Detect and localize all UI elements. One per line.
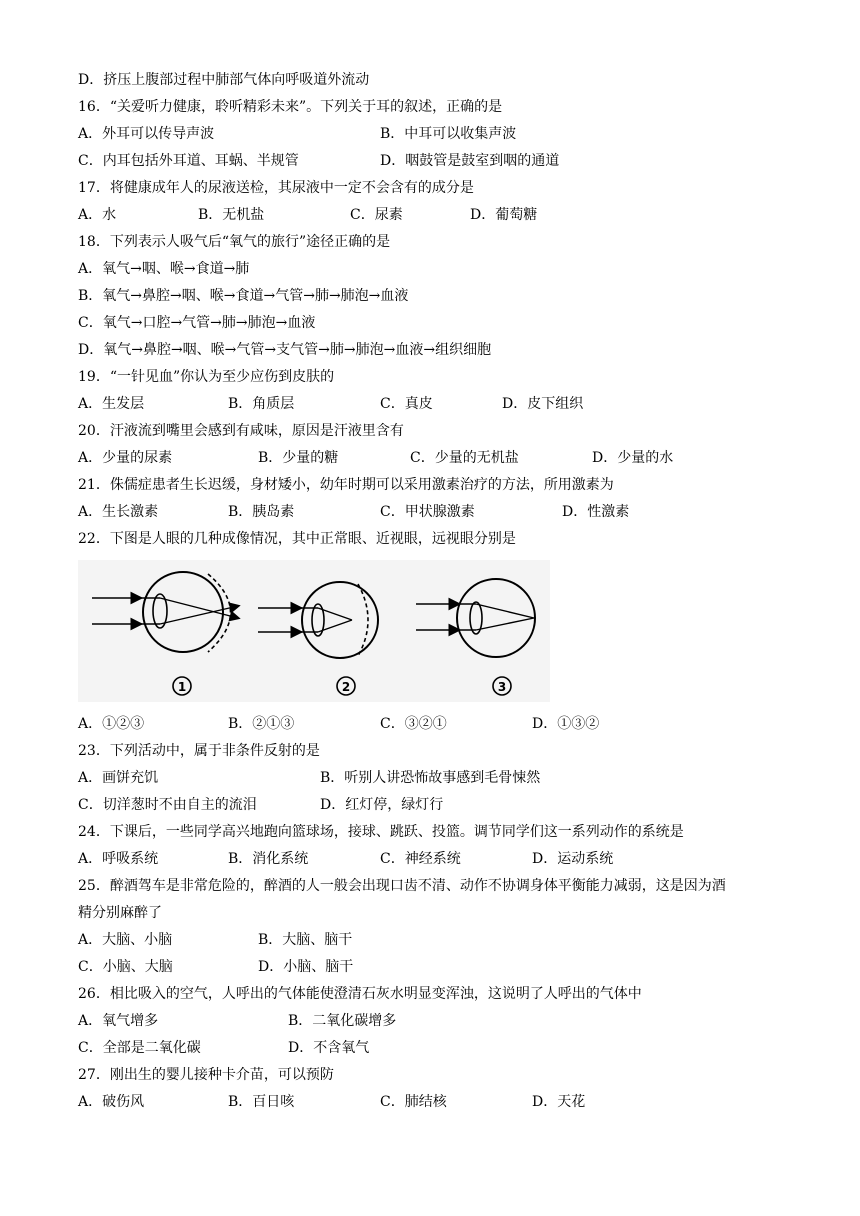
- eye-imaging-figure: [78, 560, 550, 702]
- q19-option-b: B．角质层: [228, 396, 295, 412]
- q16-option-a: A．外耳可以传导声波: [78, 126, 215, 142]
- q25-option-a: A．大脑、小脑: [78, 932, 173, 948]
- q21-option-a: A．生长激素: [78, 504, 159, 520]
- q27-option-d: D．天花: [532, 1094, 586, 1110]
- q27-stem: 27．刚出生的婴儿接种卡介苗，可以预防: [78, 1067, 334, 1083]
- q17-option-a: A．水: [78, 207, 117, 223]
- q22-option-b: B．②①③: [228, 716, 295, 732]
- q20-option-b: B．少量的糖: [258, 450, 339, 466]
- q18-option-a: A．氧气→咽、喉→食道→肺: [78, 261, 250, 277]
- q18-option-d: D．氧气→鼻腔→咽、喉→气管→支气管→肺→肺泡→血液→组织细胞: [78, 342, 492, 358]
- q25-stem-line-2: 精分别麻醉了: [78, 905, 162, 921]
- q26-stem: 26．相比吸入的空气，人呼出的气体能使澄清石灰水明显变浑浊，这说明了人呼出的气体中: [78, 986, 642, 1002]
- q16-option-c: C．内耳包括外耳道、耳蜗、半规管: [78, 153, 299, 169]
- q25-option-d: D．小脑、脑干: [258, 959, 354, 975]
- q27-option-b: B．百日咳: [228, 1094, 295, 1110]
- q24-option-d: D．运动系统: [532, 851, 614, 867]
- q18-stem: 18．下列表示人吸气后“氧气的旅行”途径正确的是: [78, 234, 391, 250]
- q23-option-c: C．切洋葱时不由自主的流泪: [78, 797, 257, 813]
- q17-option-c: C．尿素: [350, 207, 403, 223]
- q25-stem-line-1: 25．醉酒驾车是非常危险的，醉酒的人一般会出现口齿不清、动作不协调身体平衡能力减弱，这是因为酒: [78, 878, 726, 894]
- q17-option-b: B．无机盐: [198, 207, 265, 223]
- q20-option-c: C．少量的无机盐: [410, 450, 519, 466]
- q23-option-a: A．画饼充饥: [78, 770, 159, 786]
- q22-option-c: C．③②①: [380, 716, 447, 732]
- q19-option-a: A．生发层: [78, 396, 145, 412]
- q18-option-b: B．氧气→鼻腔→咽、喉→食道→气管→肺→肺泡→血液: [78, 288, 409, 304]
- q20-option-a: A．少量的尿素: [78, 450, 173, 466]
- q25-option-c: C．小脑、大脑: [78, 959, 173, 975]
- q26-option-a: A．氧气增多: [78, 1013, 159, 1029]
- q17-stem: 17．将健康成年人的尿液送检，其尿液中一定不会含有的成分是: [78, 180, 474, 196]
- figure-label-3: 3: [497, 680, 507, 694]
- q24-option-b: B．消化系统: [228, 851, 309, 867]
- q26-option-c: C．全部是二氧化碳: [78, 1040, 201, 1056]
- q18-option-c: C．氧气→口腔→气管→肺→肺泡→血液: [78, 315, 316, 331]
- q27-option-c: C．肺结核: [380, 1094, 447, 1110]
- q22-option-d: D．①③②: [532, 716, 600, 732]
- q20-stem: 20．汗液流到嘴里会感到有咸味，原因是汗液里含有: [78, 423, 404, 439]
- q22-option-a: A．①②③: [78, 716, 145, 732]
- q23-option-b: B．听别人讲恐怖故事感到毛骨悚然: [320, 770, 541, 786]
- figure-label-2: 2: [341, 680, 351, 694]
- q27-option-a: A．破伤风: [78, 1094, 145, 1110]
- q15-option-d: D．挤压上腹部过程中肺部气体向呼吸道外流动: [78, 72, 370, 88]
- figure-label-1: 1: [177, 680, 187, 694]
- q26-option-b: B．二氧化碳增多: [288, 1013, 397, 1029]
- q26-option-d: D．不含氧气: [288, 1040, 370, 1056]
- q16-option-d: D．咽鼓管是鼓室到咽的通道: [380, 153, 560, 169]
- q21-option-c: C．甲状腺激素: [380, 504, 475, 520]
- q23-stem: 23．下列活动中，属于非条件反射的是: [78, 743, 320, 759]
- q24-option-c: C．神经系统: [380, 851, 461, 867]
- q20-option-d: D．少量的水: [592, 450, 674, 466]
- q24-stem: 24．下课后，一些同学高兴地跑向篮球场，接球、跳跃、投篮。调节同学们这一系列动作的系统是: [78, 824, 684, 840]
- q21-option-b: B．胰岛素: [228, 504, 295, 520]
- q21-option-d: D．性激素: [562, 504, 630, 520]
- q23-option-d: D．红灯停，绿灯行: [320, 797, 444, 813]
- q16-option-b: B．中耳可以收集声波: [380, 126, 517, 142]
- q19-stem: 19．“一针见血”你认为至少应伤到皮肤的: [78, 369, 335, 385]
- q21-stem: 21．侏儒症患者生长迟缓，身材矮小，幼年时期可以采用激素治疗的方法，所用激素为: [78, 477, 614, 493]
- q24-option-a: A．呼吸系统: [78, 851, 159, 867]
- q19-option-c: C．真皮: [380, 396, 433, 412]
- q25-option-b: B．大脑、脑干: [258, 932, 353, 948]
- q19-option-d: D．皮下组织: [502, 396, 584, 412]
- q16-stem: 16．“关爱听力健康，聆听精彩未来”。下列关于耳的叙述，正确的是: [78, 99, 503, 115]
- q17-option-d: D．葡萄糖: [470, 207, 538, 223]
- q22-stem: 22．下图是人眼的几种成像情况，其中正常眼、近视眼，远视眼分别是: [78, 531, 516, 547]
- eye-diagram-svg: [78, 560, 550, 702]
